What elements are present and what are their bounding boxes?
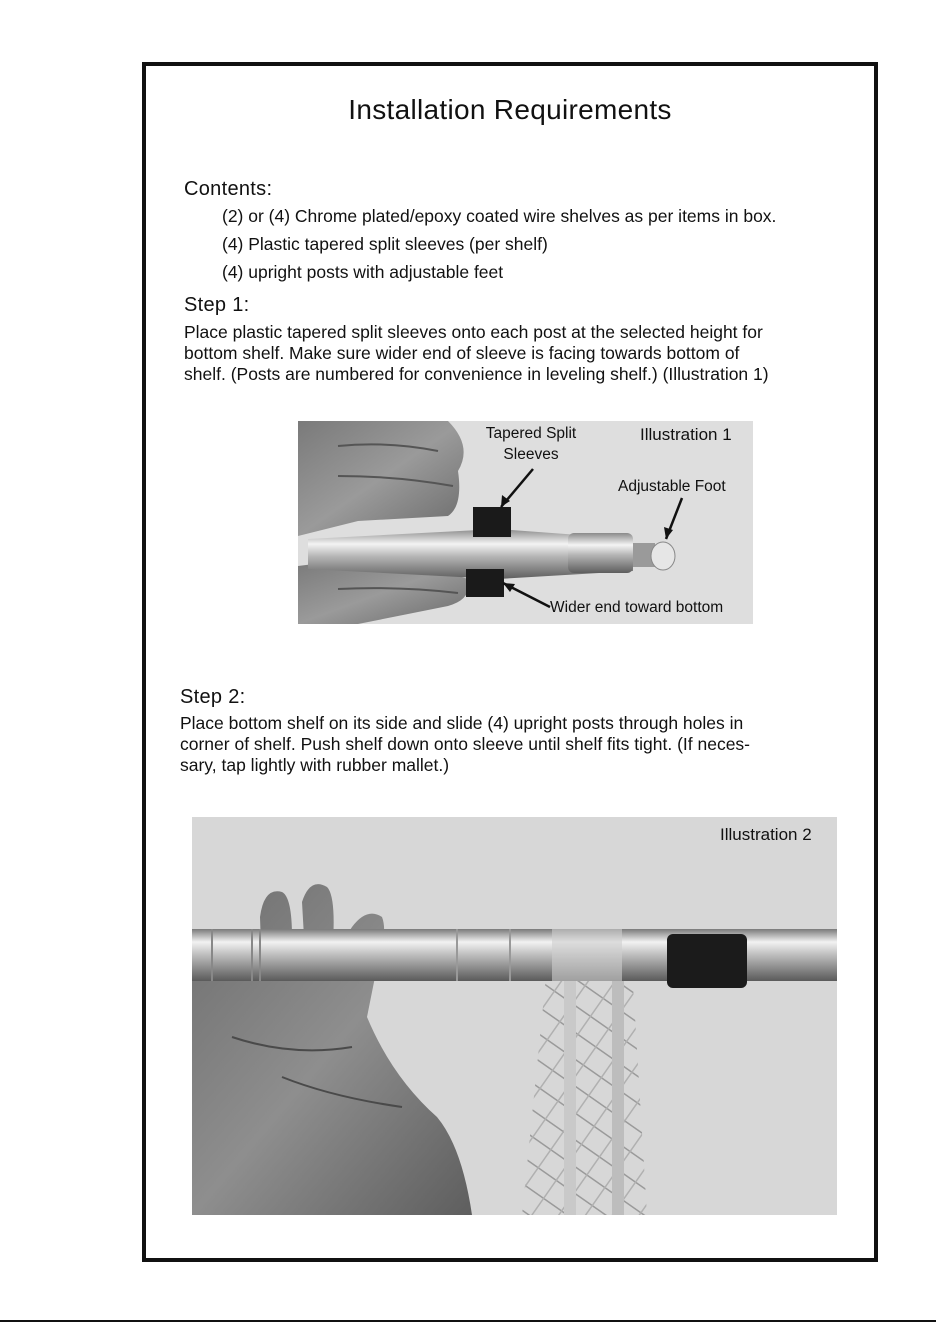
step1-line: Place plastic tapered split sleeves onto each post at the selected height for	[184, 322, 763, 342]
callout-tapered-sleeves	[476, 423, 586, 465]
illustration-2-label: Illustration 2	[720, 825, 812, 844]
illustration-1-label: Illustration 1	[640, 425, 732, 444]
shelf-photo	[192, 817, 837, 1215]
page-title: Installation Requirements	[348, 94, 672, 125]
step1-text	[184, 322, 769, 385]
step2-line: Place bottom shelf on its side and slide (4) upright posts through holes in	[180, 713, 744, 733]
step1-line: shelf. (Posts are numbered for convenience in leveling shelf.) (Illustration 1)	[184, 364, 769, 384]
callout-tapered-sleeves-line2: Sleeves	[503, 446, 559, 463]
illustration-2	[192, 817, 837, 1215]
step2-text	[180, 713, 750, 776]
callout-tapered-sleeves-line1: Tapered Split	[485, 425, 577, 442]
contents-item: (4) Plastic tapered split sleeves (per shelf)	[222, 234, 548, 254]
step2-line: sary, tap lightly with rubber mallet.)	[180, 755, 450, 775]
step1-line: bottom shelf. Make sure wider end of sleeve is facing towards bottom of	[184, 343, 740, 363]
bottom-rule	[0, 1320, 936, 1322]
step1-heading: Step 1:	[184, 294, 250, 316]
callout-wider-end: Wider end toward bottom	[550, 599, 724, 616]
contents-item: (2) or (4) Chrome plated/epoxy coated wire shelves as per items in box.	[222, 206, 777, 226]
page-frame	[142, 62, 878, 1262]
step2-line: corner of shelf. Push shelf down onto sleeve until shelf fits tight. (If neces-	[180, 734, 751, 754]
illustration-1	[298, 421, 753, 624]
step2-heading: Step 2:	[180, 686, 246, 708]
callout-adjustable-foot: Adjustable Foot	[618, 478, 726, 495]
contents-item: (4) upright posts with adjustable feet	[222, 262, 504, 282]
contents-heading: Contents:	[184, 178, 273, 200]
